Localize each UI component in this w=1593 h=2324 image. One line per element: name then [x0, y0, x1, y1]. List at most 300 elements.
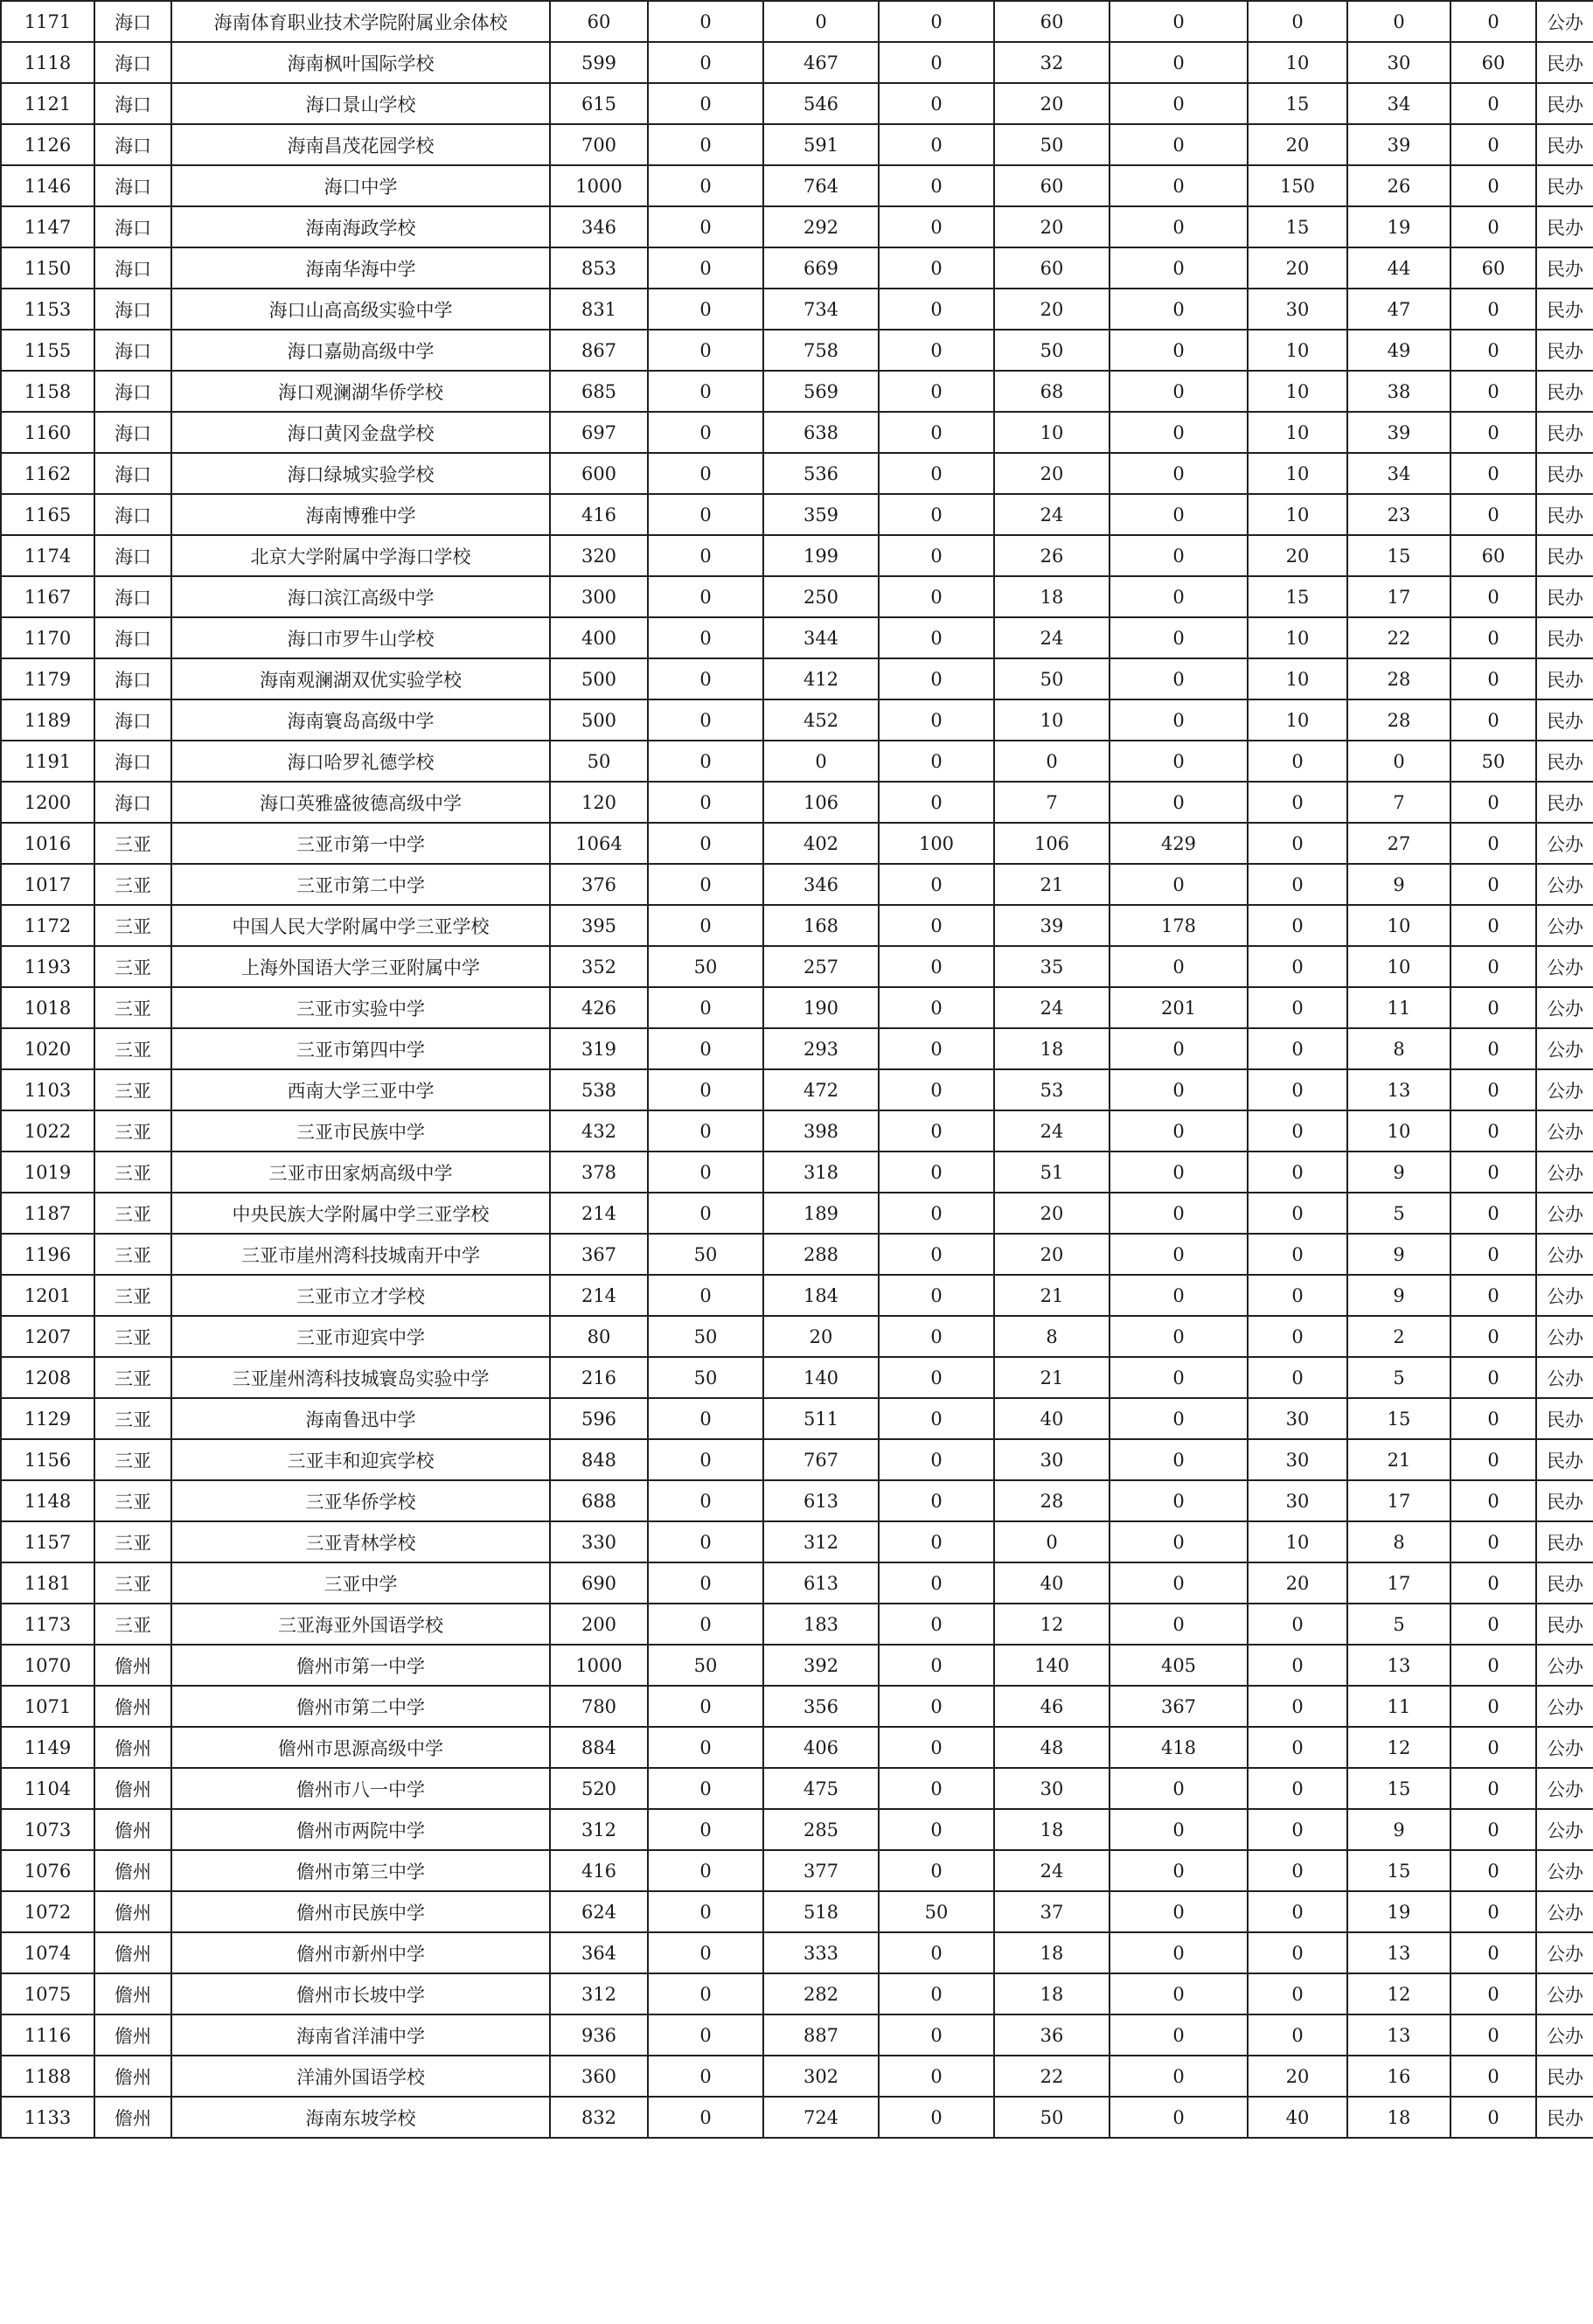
school-name-cell: 北京大学附属中学海口学校: [171, 535, 550, 576]
col-10-cell: 0: [1248, 905, 1347, 946]
col-9-cell: 0: [1110, 83, 1248, 124]
table-row: [1, 1234, 1593, 1275]
col-6-cell: 333: [763, 1932, 879, 1973]
col-8-cell: 18: [994, 1028, 1110, 1069]
school-name-cell: 三亚华侨学校: [171, 1480, 550, 1521]
total-plan-cell: 697: [550, 412, 648, 453]
col-10-cell: 30: [1248, 1439, 1347, 1480]
table-row: [1, 1768, 1593, 1809]
school-name-cell: 三亚丰和迎宾学校: [171, 1439, 550, 1480]
school-code-cell: 1070: [1, 1645, 94, 1686]
col-11-cell: 18: [1347, 2097, 1450, 2138]
col-5-cell: 0: [648, 576, 763, 617]
school-name-cell: 儋州市两院中学: [171, 1809, 550, 1850]
col-8-cell: 26: [994, 535, 1110, 576]
col-5-cell: 0: [648, 1768, 763, 1809]
school-type-cell: 公办: [1536, 1686, 1593, 1727]
col-8-cell: 37: [994, 1891, 1110, 1932]
school-type-cell: 公办: [1536, 1768, 1593, 1809]
school-code-cell: 1150: [1, 247, 94, 289]
col-6-cell: 452: [763, 699, 879, 741]
table-row: [1, 453, 1593, 494]
total-plan-cell: 688: [550, 1480, 648, 1521]
col-6-cell: 546: [763, 83, 879, 124]
col-7-cell: 0: [879, 987, 994, 1028]
school-code-cell: 1121: [1, 83, 94, 124]
school-name-cell: 三亚市民族中学: [171, 1110, 550, 1152]
table-row: [1, 823, 1593, 864]
school-type-cell: 民办: [1536, 124, 1593, 165]
col-7-cell: 0: [879, 1398, 994, 1439]
school-type-cell: 民办: [1536, 1439, 1593, 1480]
col-11-cell: 13: [1347, 2014, 1450, 2056]
total-plan-cell: 596: [550, 1398, 648, 1439]
col-5-cell: 0: [648, 1562, 763, 1604]
col-12-cell: 0: [1450, 658, 1536, 699]
col-6-cell: 257: [763, 946, 879, 987]
city-cell: 儋州: [94, 1809, 171, 1850]
col-12-cell: 0: [1450, 905, 1536, 946]
total-plan-cell: 867: [550, 330, 648, 371]
col-6-cell: 472: [763, 1069, 879, 1110]
col-12-cell: 0: [1450, 1686, 1536, 1727]
school-name-cell: 海南省洋浦中学: [171, 2014, 550, 2056]
school-name-cell: 海南海政学校: [171, 206, 550, 247]
city-cell: 三亚: [94, 1110, 171, 1152]
col-10-cell: 0: [1248, 1932, 1347, 1973]
table-row: [1, 946, 1593, 987]
school-name-cell: 三亚市田家炳高级中学: [171, 1152, 550, 1193]
total-plan-cell: 364: [550, 1932, 648, 1973]
col-6-cell: 318: [763, 1152, 879, 1193]
col-6-cell: 758: [763, 330, 879, 371]
col-6-cell: 724: [763, 2097, 879, 2138]
col-8-cell: 60: [994, 247, 1110, 289]
col-7-cell: 0: [879, 371, 994, 412]
col-8-cell: 40: [994, 1562, 1110, 1604]
table-row: [1, 2056, 1593, 2097]
col-12-cell: 0: [1450, 289, 1536, 330]
col-12-cell: 0: [1450, 1357, 1536, 1398]
col-11-cell: 10: [1347, 905, 1450, 946]
school-code-cell: 1200: [1, 782, 94, 823]
col-6-cell: 511: [763, 1398, 879, 1439]
school-code-cell: 1147: [1, 206, 94, 247]
school-code-cell: 1153: [1, 289, 94, 330]
col-9-cell: 405: [1110, 1645, 1248, 1686]
school-name-cell: 三亚青林学校: [171, 1521, 550, 1562]
col-8-cell: 50: [994, 124, 1110, 165]
col-8-cell: 18: [994, 1973, 1110, 2014]
col-10-cell: 0: [1248, 1, 1347, 42]
col-12-cell: 0: [1450, 1809, 1536, 1850]
school-type-cell: 公办: [1536, 864, 1593, 905]
col-6-cell: 250: [763, 576, 879, 617]
city-cell: 儋州: [94, 2097, 171, 2138]
col-7-cell: 0: [879, 535, 994, 576]
school-code-cell: 1207: [1, 1316, 94, 1357]
col-6-cell: 344: [763, 617, 879, 658]
total-plan-cell: 416: [550, 494, 648, 535]
total-plan-cell: 395: [550, 905, 648, 946]
school-type-cell: 公办: [1536, 1357, 1593, 1398]
table-row: [1, 330, 1593, 371]
col-5-cell: 0: [648, 2014, 763, 2056]
table-row: [1, 494, 1593, 535]
col-10-cell: 0: [1248, 1069, 1347, 1110]
col-7-cell: 0: [879, 42, 994, 83]
col-5-cell: 0: [648, 1, 763, 42]
col-5-cell: 0: [648, 1398, 763, 1439]
col-9-cell: 418: [1110, 1727, 1248, 1768]
col-11-cell: 8: [1347, 1521, 1450, 1562]
city-cell: 儋州: [94, 1850, 171, 1891]
city-cell: 海口: [94, 782, 171, 823]
table-row: [1, 412, 1593, 453]
col-10-cell: 0: [1248, 741, 1347, 782]
total-plan-cell: 80: [550, 1316, 648, 1357]
school-code-cell: 1073: [1, 1809, 94, 1850]
total-plan-cell: 426: [550, 987, 648, 1028]
col-5-cell: 0: [648, 741, 763, 782]
col-10-cell: 0: [1248, 2014, 1347, 2056]
col-5-cell: 0: [648, 124, 763, 165]
school-type-cell: 民办: [1536, 658, 1593, 699]
col-12-cell: 0: [1450, 2097, 1536, 2138]
school-name-cell: 三亚崖州湾科技城寰岛实验中学: [171, 1357, 550, 1398]
col-10-cell: 0: [1248, 1850, 1347, 1891]
col-11-cell: 8: [1347, 1028, 1450, 1069]
school-code-cell: 1116: [1, 2014, 94, 2056]
table-row: [1, 1686, 1593, 1727]
col-8-cell: 21: [994, 1357, 1110, 1398]
table-row: [1, 535, 1593, 576]
school-type-cell: 公办: [1536, 1932, 1593, 1973]
col-5-cell: 50: [648, 1316, 763, 1357]
col-12-cell: 0: [1450, 2056, 1536, 2097]
school-code-cell: 1158: [1, 371, 94, 412]
school-name-cell: 儋州市八一中学: [171, 1768, 550, 1809]
col-9-cell: 0: [1110, 1809, 1248, 1850]
col-8-cell: 39: [994, 905, 1110, 946]
total-plan-cell: 700: [550, 124, 648, 165]
col-6-cell: 282: [763, 1973, 879, 2014]
col-11-cell: 34: [1347, 83, 1450, 124]
col-7-cell: 0: [879, 576, 994, 617]
col-11-cell: 10: [1347, 946, 1450, 987]
col-9-cell: 0: [1110, 124, 1248, 165]
school-type-cell: 公办: [1536, 1193, 1593, 1234]
col-5-cell: 0: [648, 2097, 763, 2138]
school-type-cell: 公办: [1536, 1809, 1593, 1850]
table-row: [1, 124, 1593, 165]
col-11-cell: 19: [1347, 206, 1450, 247]
school-code-cell: 1071: [1, 1686, 94, 1727]
school-name-cell: 海口市罗牛山学校: [171, 617, 550, 658]
col-8-cell: 0: [994, 1521, 1110, 1562]
col-9-cell: 0: [1110, 1521, 1248, 1562]
col-5-cell: 0: [648, 1152, 763, 1193]
col-7-cell: 0: [879, 1110, 994, 1152]
col-12-cell: 0: [1450, 1480, 1536, 1521]
col-10-cell: 10: [1248, 412, 1347, 453]
col-6-cell: 613: [763, 1562, 879, 1604]
col-9-cell: 0: [1110, 1357, 1248, 1398]
col-11-cell: 2: [1347, 1316, 1450, 1357]
table-row: [1, 1521, 1593, 1562]
col-12-cell: 0: [1450, 1028, 1536, 1069]
col-12-cell: 0: [1450, 699, 1536, 741]
col-6-cell: 288: [763, 1234, 879, 1275]
school-type-cell: 民办: [1536, 1398, 1593, 1439]
col-10-cell: 0: [1248, 1768, 1347, 1809]
city-cell: 三亚: [94, 864, 171, 905]
school-name-cell: 海口中学: [171, 165, 550, 206]
col-8-cell: 36: [994, 2014, 1110, 2056]
col-7-cell: 0: [879, 1275, 994, 1316]
school-name-cell: 海口观澜湖华侨学校: [171, 371, 550, 412]
col-6-cell: 106: [763, 782, 879, 823]
school-type-cell: 民办: [1536, 2056, 1593, 2097]
school-code-cell: 1174: [1, 535, 94, 576]
school-code-cell: 1020: [1, 1028, 94, 1069]
col-10-cell: 10: [1248, 1521, 1347, 1562]
school-name-cell: 海口英雅盛彼德高级中学: [171, 782, 550, 823]
col-6-cell: 0: [763, 741, 879, 782]
total-plan-cell: 600: [550, 453, 648, 494]
col-8-cell: 22: [994, 2056, 1110, 2097]
total-plan-cell: 330: [550, 1521, 648, 1562]
col-7-cell: 0: [879, 1850, 994, 1891]
col-10-cell: 0: [1248, 1645, 1347, 1686]
col-11-cell: 5: [1347, 1193, 1450, 1234]
school-code-cell: 1148: [1, 1480, 94, 1521]
col-12-cell: 0: [1450, 617, 1536, 658]
col-12-cell: 0: [1450, 1521, 1536, 1562]
school-type-cell: 公办: [1536, 1069, 1593, 1110]
table-row: [1, 782, 1593, 823]
school-type-cell: 民办: [1536, 699, 1593, 741]
col-5-cell: 0: [648, 1850, 763, 1891]
col-11-cell: 13: [1347, 1069, 1450, 1110]
col-7-cell: 0: [879, 1480, 994, 1521]
school-code-cell: 1016: [1, 823, 94, 864]
school-name-cell: 海口景山学校: [171, 83, 550, 124]
col-7-cell: 0: [879, 1604, 994, 1645]
col-10-cell: 10: [1248, 330, 1347, 371]
col-9-cell: 0: [1110, 42, 1248, 83]
col-7-cell: 0: [879, 946, 994, 987]
total-plan-cell: 360: [550, 2056, 648, 2097]
col-5-cell: 0: [648, 823, 763, 864]
city-cell: 海口: [94, 617, 171, 658]
table-row: [1, 1275, 1593, 1316]
col-11-cell: 27: [1347, 823, 1450, 864]
school-code-cell: 1172: [1, 905, 94, 946]
col-8-cell: 10: [994, 412, 1110, 453]
col-11-cell: 15: [1347, 535, 1450, 576]
table-row: [1, 1357, 1593, 1398]
school-code-cell: 1019: [1, 1152, 94, 1193]
col-11-cell: 21: [1347, 1439, 1450, 1480]
school-type-cell: 公办: [1536, 1727, 1593, 1768]
col-12-cell: 0: [1450, 1932, 1536, 1973]
col-7-cell: 0: [879, 1234, 994, 1275]
col-8-cell: 0: [994, 741, 1110, 782]
col-8-cell: 18: [994, 1809, 1110, 1850]
school-code-cell: 1156: [1, 1439, 94, 1480]
col-5-cell: 0: [648, 1110, 763, 1152]
col-12-cell: 0: [1450, 2014, 1536, 2056]
col-12-cell: 60: [1450, 535, 1536, 576]
school-code-cell: 1155: [1, 330, 94, 371]
school-code-cell: 1179: [1, 658, 94, 699]
city-cell: 儋州: [94, 1932, 171, 1973]
col-12-cell: 0: [1450, 494, 1536, 535]
school-type-cell: 民办: [1536, 1521, 1593, 1562]
col-7-cell: 0: [879, 330, 994, 371]
col-6-cell: 0: [763, 1, 879, 42]
school-code-cell: 1165: [1, 494, 94, 535]
school-type-cell: 民办: [1536, 741, 1593, 782]
col-5-cell: 0: [648, 1891, 763, 1932]
col-10-cell: 0: [1248, 1809, 1347, 1850]
school-name-cell: 儋州市第三中学: [171, 1850, 550, 1891]
col-8-cell: 35: [994, 946, 1110, 987]
school-code-cell: 1162: [1, 453, 94, 494]
col-10-cell: 10: [1248, 371, 1347, 412]
col-5-cell: 0: [648, 782, 763, 823]
col-6-cell: 412: [763, 658, 879, 699]
total-plan-cell: 848: [550, 1439, 648, 1480]
col-5-cell: 0: [648, 699, 763, 741]
col-6-cell: 467: [763, 42, 879, 83]
city-cell: 海口: [94, 371, 171, 412]
school-code-cell: 1160: [1, 412, 94, 453]
school-code-cell: 1146: [1, 165, 94, 206]
total-plan-cell: 200: [550, 1604, 648, 1645]
school-name-cell: 海口哈罗礼德学校: [171, 741, 550, 782]
school-code-cell: 1104: [1, 1768, 94, 1809]
col-11-cell: 17: [1347, 576, 1450, 617]
col-7-cell: 0: [879, 905, 994, 946]
table-row: [1, 2097, 1593, 2138]
table-row: [1, 289, 1593, 330]
col-7-cell: 0: [879, 864, 994, 905]
col-8-cell: 24: [994, 617, 1110, 658]
city-cell: 海口: [94, 83, 171, 124]
school-name-cell: 三亚市第四中学: [171, 1028, 550, 1069]
col-11-cell: 23: [1347, 494, 1450, 535]
school-type-cell: 民办: [1536, 2097, 1593, 2138]
table-row: [1, 1193, 1593, 1234]
col-10-cell: 0: [1248, 1604, 1347, 1645]
col-10-cell: 20: [1248, 247, 1347, 289]
table-row: [1, 1645, 1593, 1686]
col-10-cell: 10: [1248, 453, 1347, 494]
col-5-cell: 0: [648, 494, 763, 535]
total-plan-cell: 832: [550, 2097, 648, 2138]
table-row: [1, 1439, 1593, 1480]
school-code-cell: 1170: [1, 617, 94, 658]
total-plan-cell: 400: [550, 617, 648, 658]
school-type-cell: 公办: [1536, 823, 1593, 864]
col-12-cell: 0: [1450, 1275, 1536, 1316]
col-5-cell: 50: [648, 946, 763, 987]
table-row: [1, 371, 1593, 412]
col-8-cell: 20: [994, 289, 1110, 330]
col-5-cell: 50: [648, 1234, 763, 1275]
col-6-cell: 518: [763, 1891, 879, 1932]
col-10-cell: 10: [1248, 494, 1347, 535]
col-9-cell: 0: [1110, 330, 1248, 371]
col-11-cell: 9: [1347, 1152, 1450, 1193]
col-11-cell: 12: [1347, 1727, 1450, 1768]
col-9-cell: 0: [1110, 741, 1248, 782]
col-7-cell: 0: [879, 1316, 994, 1357]
school-type-cell: 民办: [1536, 1480, 1593, 1521]
col-8-cell: 24: [994, 1110, 1110, 1152]
city-cell: 三亚: [94, 1357, 171, 1398]
col-12-cell: 0: [1450, 165, 1536, 206]
school-name-cell: 海南寰岛高级中学: [171, 699, 550, 741]
col-9-cell: 0: [1110, 1932, 1248, 1973]
col-5-cell: 0: [648, 987, 763, 1028]
col-7-cell: 0: [879, 1562, 994, 1604]
col-10-cell: 20: [1248, 535, 1347, 576]
col-6-cell: 356: [763, 1686, 879, 1727]
city-cell: 儋州: [94, 1973, 171, 2014]
col-6-cell: 638: [763, 412, 879, 453]
total-plan-cell: 936: [550, 2014, 648, 2056]
col-10-cell: 0: [1248, 1234, 1347, 1275]
col-7-cell: 0: [879, 1521, 994, 1562]
total-plan-cell: 1000: [550, 1645, 648, 1686]
col-8-cell: 48: [994, 1727, 1110, 1768]
total-plan-cell: 300: [550, 576, 648, 617]
school-type-cell: 公办: [1536, 987, 1593, 1028]
city-cell: 三亚: [94, 1562, 171, 1604]
col-7-cell: 0: [879, 1645, 994, 1686]
col-9-cell: 0: [1110, 658, 1248, 699]
school-name-cell: 儋州市长坡中学: [171, 1973, 550, 2014]
school-name-cell: 海南观澜湖双优实验学校: [171, 658, 550, 699]
col-9-cell: 0: [1110, 1152, 1248, 1193]
total-plan-cell: 367: [550, 1234, 648, 1275]
col-10-cell: 30: [1248, 289, 1347, 330]
col-11-cell: 11: [1347, 987, 1450, 1028]
total-plan-cell: 376: [550, 864, 648, 905]
school-code-cell: 1187: [1, 1193, 94, 1234]
col-10-cell: 0: [1248, 1316, 1347, 1357]
col-7-cell: 0: [879, 165, 994, 206]
school-type-cell: 民办: [1536, 42, 1593, 83]
col-8-cell: 30: [994, 1768, 1110, 1809]
school-code-cell: 1208: [1, 1357, 94, 1398]
school-name-cell: 海口绿城实验学校: [171, 453, 550, 494]
city-cell: 海口: [94, 1, 171, 42]
city-cell: 三亚: [94, 1152, 171, 1193]
school-name-cell: 儋州市第一中学: [171, 1645, 550, 1686]
col-11-cell: 16: [1347, 2056, 1450, 2097]
col-7-cell: 0: [879, 2014, 994, 2056]
table-row: [1, 617, 1593, 658]
table-row: [1, 864, 1593, 905]
col-12-cell: 0: [1450, 1850, 1536, 1891]
col-6-cell: 569: [763, 371, 879, 412]
col-11-cell: 38: [1347, 371, 1450, 412]
city-cell: 儋州: [94, 2014, 171, 2056]
